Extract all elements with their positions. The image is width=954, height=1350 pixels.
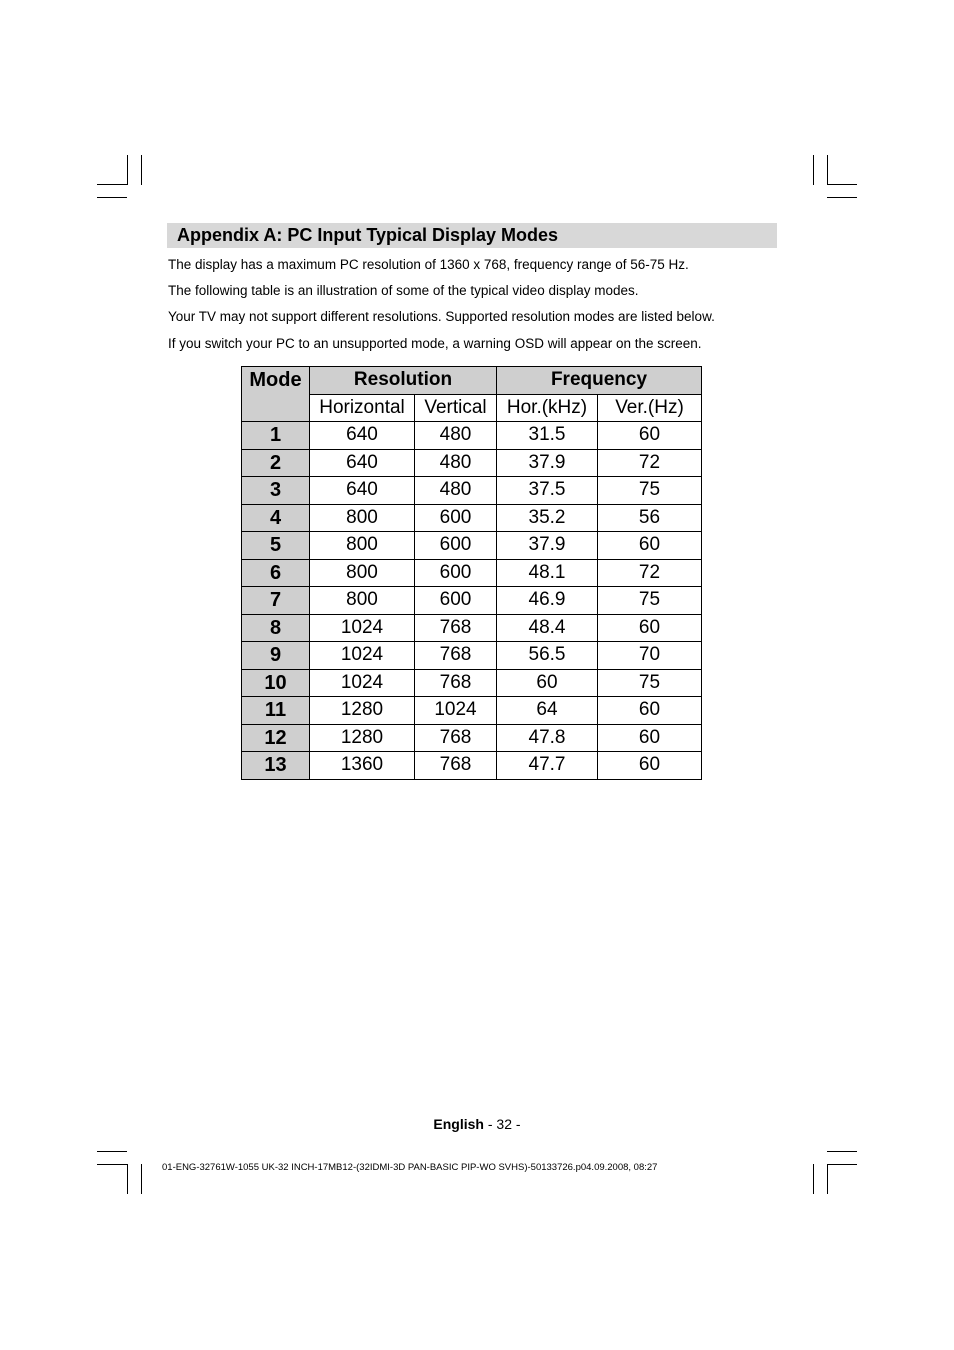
- ver-hz-cell: 60: [598, 724, 702, 752]
- page-title: Appendix A: PC Input Typical Display Modes: [167, 223, 777, 248]
- hor-khz-cell: 46.9: [497, 587, 598, 615]
- crop-mark-top-right-h: [827, 184, 857, 185]
- hor-khz-cell: 37.5: [497, 477, 598, 505]
- intro-paragraph-2: The following table is an illustration of some of the typical video display modes.: [168, 283, 639, 298]
- horizontal-cell: 1360: [310, 752, 415, 780]
- crop-mark-bottom-left-v2: [141, 1164, 142, 1194]
- vertical-cell: 600: [415, 504, 497, 532]
- hor-khz-cell: 47.8: [497, 724, 598, 752]
- table-row: [242, 587, 702, 615]
- horizontal-cell: 800: [310, 532, 415, 560]
- ver-hz-cell: 72: [598, 449, 702, 477]
- horizontal-cell: 800: [310, 504, 415, 532]
- hor-khz-cell: 48.1: [497, 559, 598, 587]
- table-row: [242, 669, 702, 697]
- vertical-cell: 768: [415, 642, 497, 670]
- horizontal-cell: 640: [310, 477, 415, 505]
- vertical-cell: 480: [415, 477, 497, 505]
- crop-mark-top-right-h2: [827, 197, 857, 198]
- crop-mark-bottom-left-h2: [97, 1164, 127, 1165]
- intro-paragraph-3: Your TV may not support different resolutions. Supported resolution modes are listed below.: [168, 309, 715, 324]
- vertical-cell: 768: [415, 669, 497, 697]
- hor-khz-cell: 60: [497, 669, 598, 697]
- hor-khz-cell: 56.5: [497, 642, 598, 670]
- mode-cell: 4: [242, 504, 310, 532]
- table-row: [242, 697, 702, 725]
- horizontal-cell: 1280: [310, 697, 415, 725]
- horizontal-cell: 800: [310, 587, 415, 615]
- vertical-cell: 600: [415, 532, 497, 560]
- horizontal-cell: 1280: [310, 724, 415, 752]
- crop-mark-bottom-right-v2: [827, 1164, 828, 1194]
- table-row: [242, 532, 702, 560]
- mode-cell: 6: [242, 559, 310, 587]
- horizontal-cell: 1024: [310, 669, 415, 697]
- table-row: [242, 752, 702, 780]
- mode-cell: 1: [242, 422, 310, 450]
- horizontal-cell: 1024: [310, 614, 415, 642]
- hor-khz-cell: 31.5: [497, 422, 598, 450]
- hor-khz-subheader: Hor.(kHz): [497, 394, 598, 422]
- ver-hz-cell: 60: [598, 422, 702, 450]
- table-row: [242, 477, 702, 505]
- vertical-subheader: Vertical: [415, 394, 497, 422]
- mode-cell: 10: [242, 669, 310, 697]
- crop-mark-top-left-v2: [141, 155, 142, 185]
- file-info: 01-ENG-32761W-1055 UK-32 INCH-17MB12-(32IDMI-3D PAN-BASIC PIP-WO SVHS)-50133726.p04.09.2008, 08:27: [162, 1162, 658, 1173]
- ver-hz-cell: 70: [598, 642, 702, 670]
- table-row: [242, 724, 702, 752]
- horizontal-cell: 640: [310, 449, 415, 477]
- table-header-row: [242, 367, 702, 395]
- table-row: [242, 449, 702, 477]
- mode-cell: 9: [242, 642, 310, 670]
- mode-cell: 11: [242, 697, 310, 725]
- mode-cell: 13: [242, 752, 310, 780]
- crop-mark-top-left-h2: [97, 197, 127, 198]
- intro-paragraph-1: The display has a maximum PC resolution of 1360 x 768, frequency range of 56-75 Hz.: [168, 257, 689, 272]
- mode-cell: 12: [242, 724, 310, 752]
- hor-khz-cell: 64: [497, 697, 598, 725]
- crop-mark-top-left-h: [97, 184, 127, 185]
- ver-hz-cell: 60: [598, 752, 702, 780]
- vertical-cell: 600: [415, 587, 497, 615]
- table-row: [242, 614, 702, 642]
- mode-cell: 5: [242, 532, 310, 560]
- resolution-header: Resolution: [310, 367, 497, 395]
- ver-hz-cell: 75: [598, 587, 702, 615]
- table-row: [242, 559, 702, 587]
- vertical-cell: 600: [415, 559, 497, 587]
- page-footer: [0, 1116, 954, 1132]
- table-row: [242, 422, 702, 450]
- vertical-cell: 768: [415, 724, 497, 752]
- vertical-cell: 1024: [415, 697, 497, 725]
- crop-mark-bottom-right-h: [827, 1151, 857, 1152]
- table-row: [242, 504, 702, 532]
- mode-cell: 2: [242, 449, 310, 477]
- vertical-cell: 480: [415, 422, 497, 450]
- intro-paragraph-4: If you switch your PC to an unsupported mode, a warning OSD will appear on the screen.: [168, 336, 702, 351]
- ver-hz-cell: 75: [598, 669, 702, 697]
- ver-hz-cell: 60: [598, 697, 702, 725]
- mode-cell: 7: [242, 587, 310, 615]
- mode-cell: 8: [242, 614, 310, 642]
- ver-hz-cell: 60: [598, 532, 702, 560]
- hor-khz-cell: 37.9: [497, 449, 598, 477]
- crop-mark-bottom-left-h: [97, 1151, 127, 1152]
- crop-mark-bottom-right-v: [813, 1164, 814, 1194]
- horizontal-subheader: Horizontal: [310, 394, 415, 422]
- vertical-cell: 768: [415, 752, 497, 780]
- display-modes-table: [241, 366, 702, 780]
- vertical-cell: 768: [415, 614, 497, 642]
- table-body: [242, 422, 702, 780]
- ver-hz-cell: 72: [598, 559, 702, 587]
- crop-mark-bottom-left-v: [127, 1164, 128, 1194]
- crop-mark-top-left-v: [127, 155, 128, 185]
- vertical-cell: 480: [415, 449, 497, 477]
- crop-mark-top-right-v2: [827, 155, 828, 185]
- hor-khz-cell: 48.4: [497, 614, 598, 642]
- ver-hz-subheader: Ver.(Hz): [598, 394, 702, 422]
- crop-mark-bottom-right-h2: [827, 1164, 857, 1165]
- horizontal-cell: 1024: [310, 642, 415, 670]
- hor-khz-cell: 37.9: [497, 532, 598, 560]
- table-row: [242, 642, 702, 670]
- ver-hz-cell: 75: [598, 477, 702, 505]
- footer-language: English: [433, 1116, 484, 1132]
- hor-khz-cell: 35.2: [497, 504, 598, 532]
- horizontal-cell: 640: [310, 422, 415, 450]
- horizontal-cell: 800: [310, 559, 415, 587]
- mode-header: Mode: [242, 367, 310, 422]
- ver-hz-cell: 60: [598, 614, 702, 642]
- frequency-header: Frequency: [497, 367, 702, 395]
- hor-khz-cell: 47.7: [497, 752, 598, 780]
- table-subheader-row: [242, 394, 702, 422]
- mode-cell: 3: [242, 477, 310, 505]
- page-number: - 32 -: [487, 1116, 521, 1132]
- ver-hz-cell: 56: [598, 504, 702, 532]
- crop-mark-top-right-v: [813, 155, 814, 185]
